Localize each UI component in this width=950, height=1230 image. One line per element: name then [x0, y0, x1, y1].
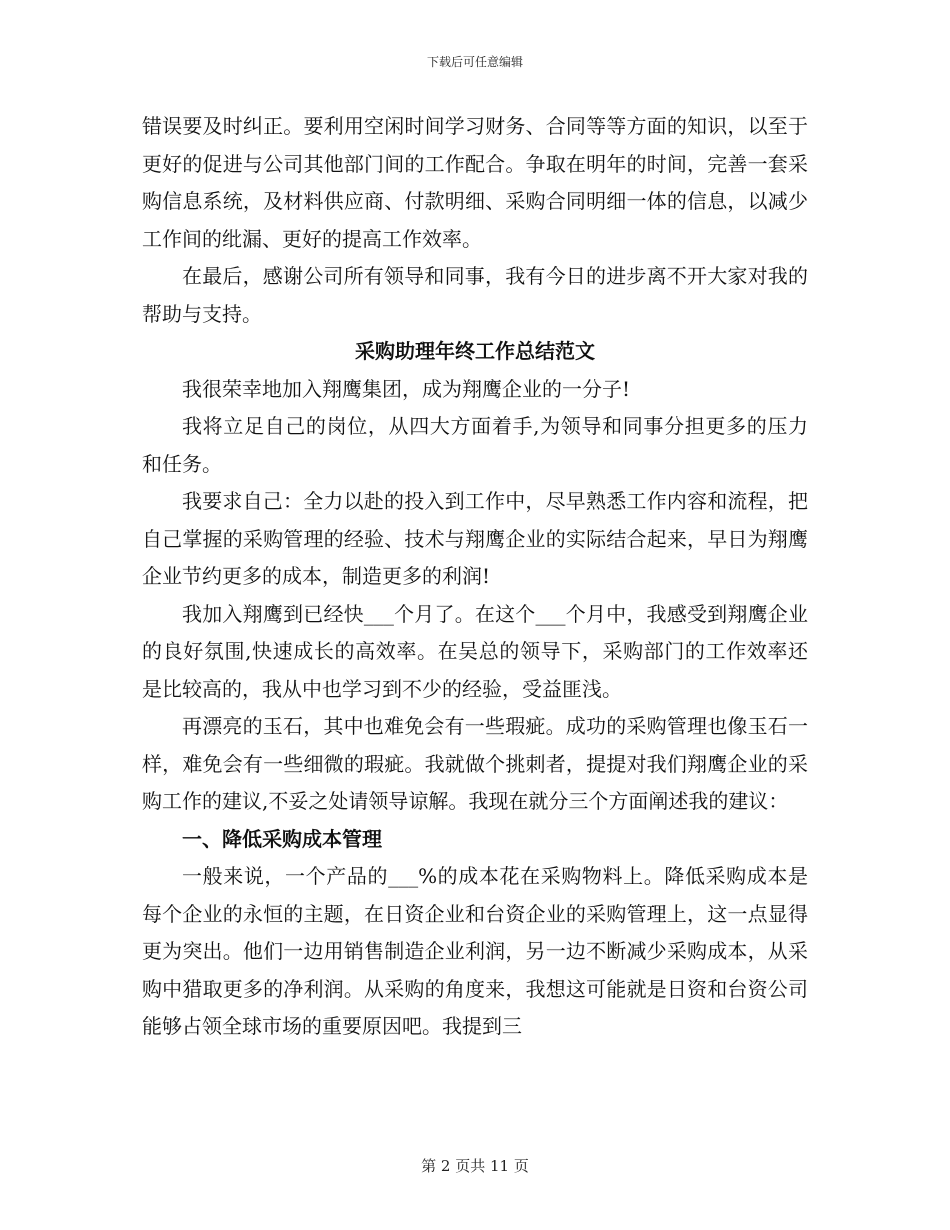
paragraph-intro: 我很荣幸地加入翔鹰集团，成为翔鹰企业的一分子! [182, 376, 631, 401]
document-body [142, 108, 808, 1046]
paragraph-position: 我将立足自己的岗位，从四大方面着手,为领导和同事分担更多的压力和任务。 [142, 414, 808, 476]
paragraph-experience: 我加入翔鹰到已经快___个月了。在这个___个月中，我感受到翔鹰企业的良好氛围,快速成长的高效率。在吴总的领导下，采购部门的工作效率还是比较高的，我从中也学习到不少的经验，受益匪浅。 [142, 601, 808, 701]
section-heading-cost: 一、降低采购成本管理 [182, 826, 382, 851]
paragraph-continued: 错误要及时纠正。要利用空闲时间学习财务、合同等等方面的知识，以至于更好的促进与公司其他部门间的工作配合。争取在明年的时间，完善一套采购信息系统，及材料供应商、付款明细、采购合同明细一体的信息，以减少工作间的纰漏、更好的提高工作效率。 [142, 114, 808, 251]
document-title: 采购助理年终工作总结范文 [355, 339, 595, 363]
page-footer: 第 2 页共 11 页 [421, 1157, 529, 1175]
paragraph-cost: 一般来说，一个产品的___%的成本花在采购物料上。降低采购成本是每个企业的永恒的主题，在日资企业和台资企业的采购管理上，这一点显得更为突出。他们一边用销售制造企业利润，另一边不断减少采购成本，从采购中猎取更多的净利润。从采购的角度来，我想这可能就是日资和台资公司能够占领全球市场的重要原因吧。我提到三 [142, 864, 808, 1038]
paragraph-thanks: 在最后，感谢公司所有领导和同事，我有今日的进步离不开大家对我的帮助与支持。 [142, 264, 808, 326]
paragraph-self-requirement: 我要求自己：全力以赴的投入到工作中，尽早熟悉工作内容和流程，把自己掌握的采购管理的经验、技术与翔鹰企业的实际结合起来，早日为翔鹰企业节约更多的成本，制造更多的利润! [142, 489, 808, 588]
page-header: 下载后可任意编辑 [426, 55, 523, 69]
paragraph-suggestions: 再漂亮的玉石，其中也难免会有一些瑕疵。成功的采购管理也像玉石一样，难免会有一些细微的瑕疵。我就做个挑刺者，提提对我们翔鹰企业的采购工作的建议,不妥之处请领导谅解。我现在就分三个方面阐述我的建议： [142, 714, 808, 813]
